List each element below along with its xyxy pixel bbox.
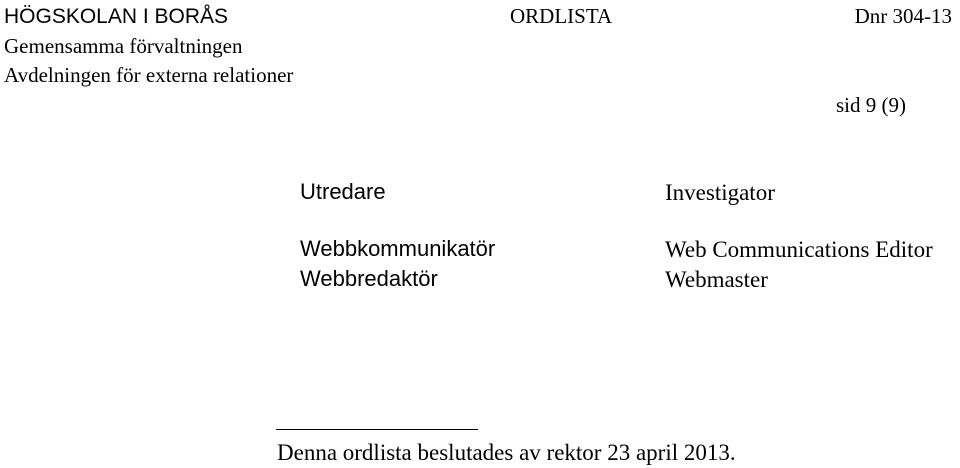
footnote-text: Denna ordlista beslutades av rektor 23 april 2013. (277, 440, 736, 465)
swedish-term: Webbkommunikatör (300, 236, 496, 261)
document-reference: Dnr 304-13 (854, 4, 952, 28)
english-term: Webmaster (665, 267, 768, 292)
document-type: ORDLISTA (510, 4, 613, 28)
footnote-separator (276, 429, 478, 430)
english-term: Web Communications Editor (665, 237, 933, 262)
department-name: Gemensamma förvaltningen (4, 34, 243, 58)
institution-name: HÖGSKOLAN I BORÅS (4, 5, 229, 28)
english-term: Investigator (665, 180, 775, 205)
swedish-term: Webbredaktör (300, 266, 438, 291)
swedish-term: Utredare (300, 179, 386, 204)
page-indicator: sid 9 (9) (836, 93, 906, 117)
division-name: Avdelningen för externa relationer (4, 63, 294, 87)
